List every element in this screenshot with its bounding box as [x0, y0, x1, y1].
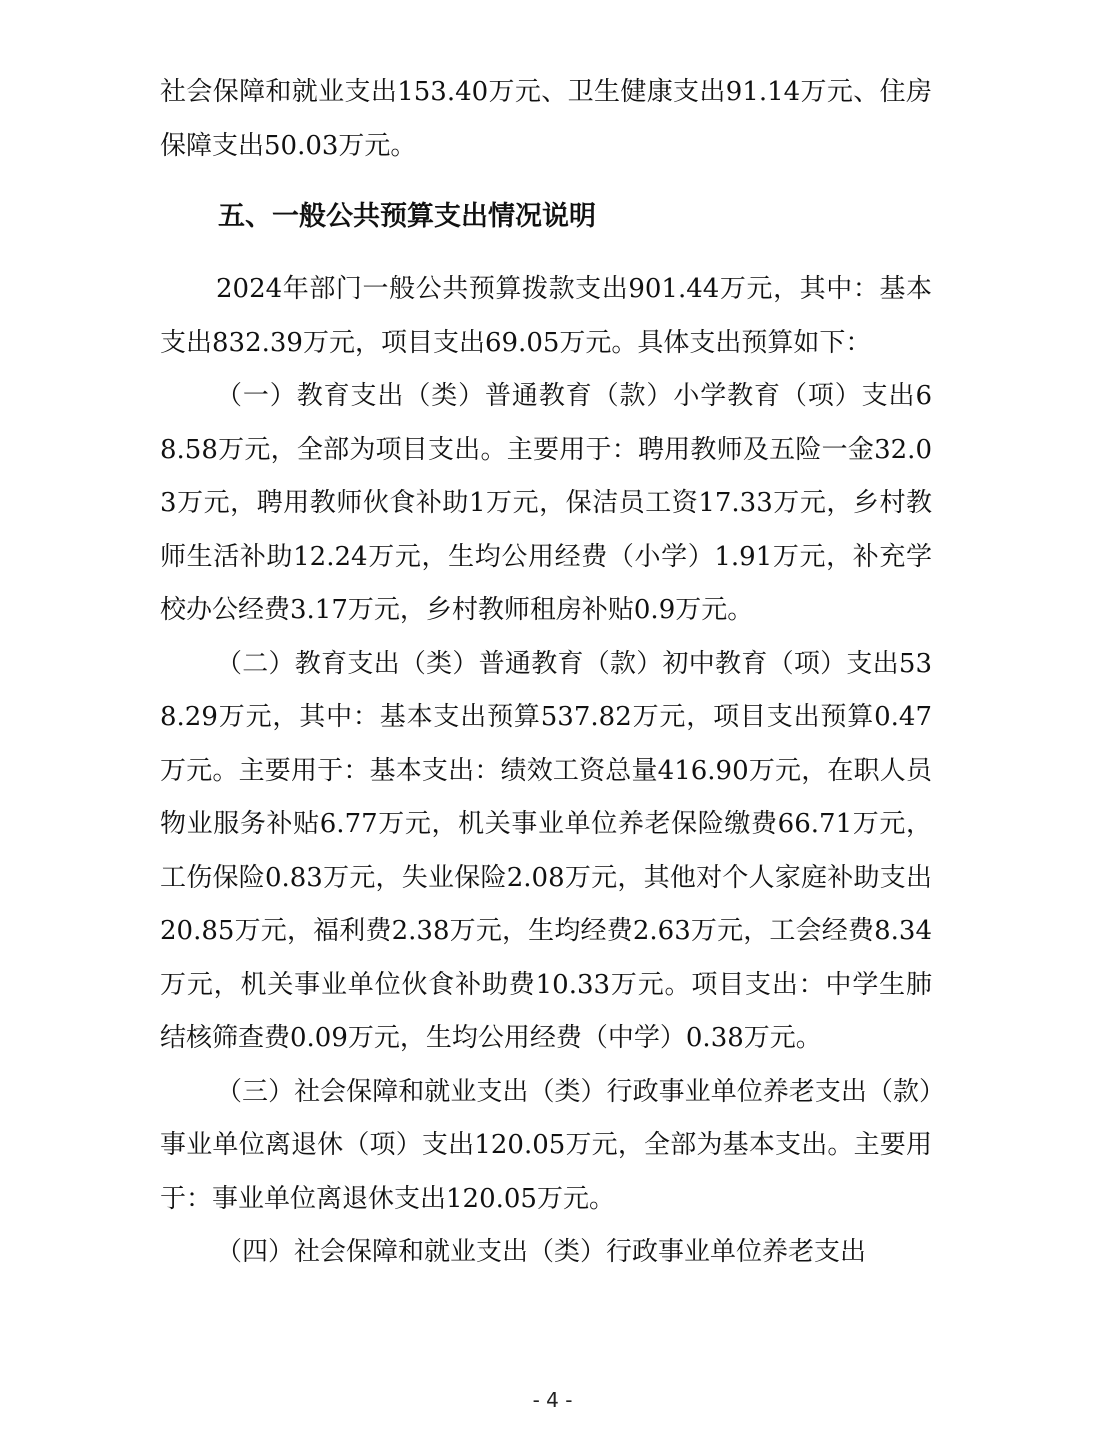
intro-paragraph: 社会保障和就业支出153.40万元、卫生健康支出91.14万元、住房保障支出50.03万元。 [160, 77, 932, 161]
page-number: - 4 - [532, 1388, 573, 1412]
paragraph-junior-high-education: （二）教育支出（类）普通教育（款）初中教育（项）支出538.29万元，其中：基本支出预算537.82万元，项目支出预算0.47万元。主要用于：基本支出：绩效工资总量416.90万元，在职人员物业服务补贴6.77万元，机关事业单位养老保险缴费66.71万元，工伤保险0.83万元，失业保险2.08万元，其他对个人家庭补助支出20.85万元，福利费2.38万元，生均经费2.63万元，工会经费8.34万元，机关事业单位伙食补助费10.33万元。项目支出：中学生肺结核筛查费0.09万元，生均公用经费（中学）0.38万元。 [160, 648, 932, 1053]
paragraph-social-security-continued: （四）社会保障和就业支出（类）行政事业单位养老支出 [216, 1237, 867, 1267]
document-body [160, 66, 932, 1280]
paragraph-social-security-retirement: （三）社会保障和就业支出（类）行政事业单位养老支出（款）事业单位离退休（项）支出120.05万元，全部为基本支出。主要用于：事业单位离退休支出120.05万元。 [160, 1076, 932, 1214]
section-heading: 五、一般公共预算支出情况说明 [218, 201, 596, 232]
paragraph-summary: 2024年部门一般公共预算拨款支出901.44万元，其中：基本支出832.39万元，项目支出69.05万元。具体支出预算如下： [160, 274, 932, 358]
paragraph-primary-education: （一）教育支出（类）普通教育（款）小学教育（项）支出68.58万元，全部为项目支出。主要用于：聘用教师及五险一金32.03万元，聘用教师伙食补助1万元，保洁员工资17.33万元，乡村教师生活补助12.24万元，生均公用经费（小学）1.91万元，补充学校办公经费3.17万元，乡村教师租房补贴0.9万元。 [160, 381, 932, 625]
